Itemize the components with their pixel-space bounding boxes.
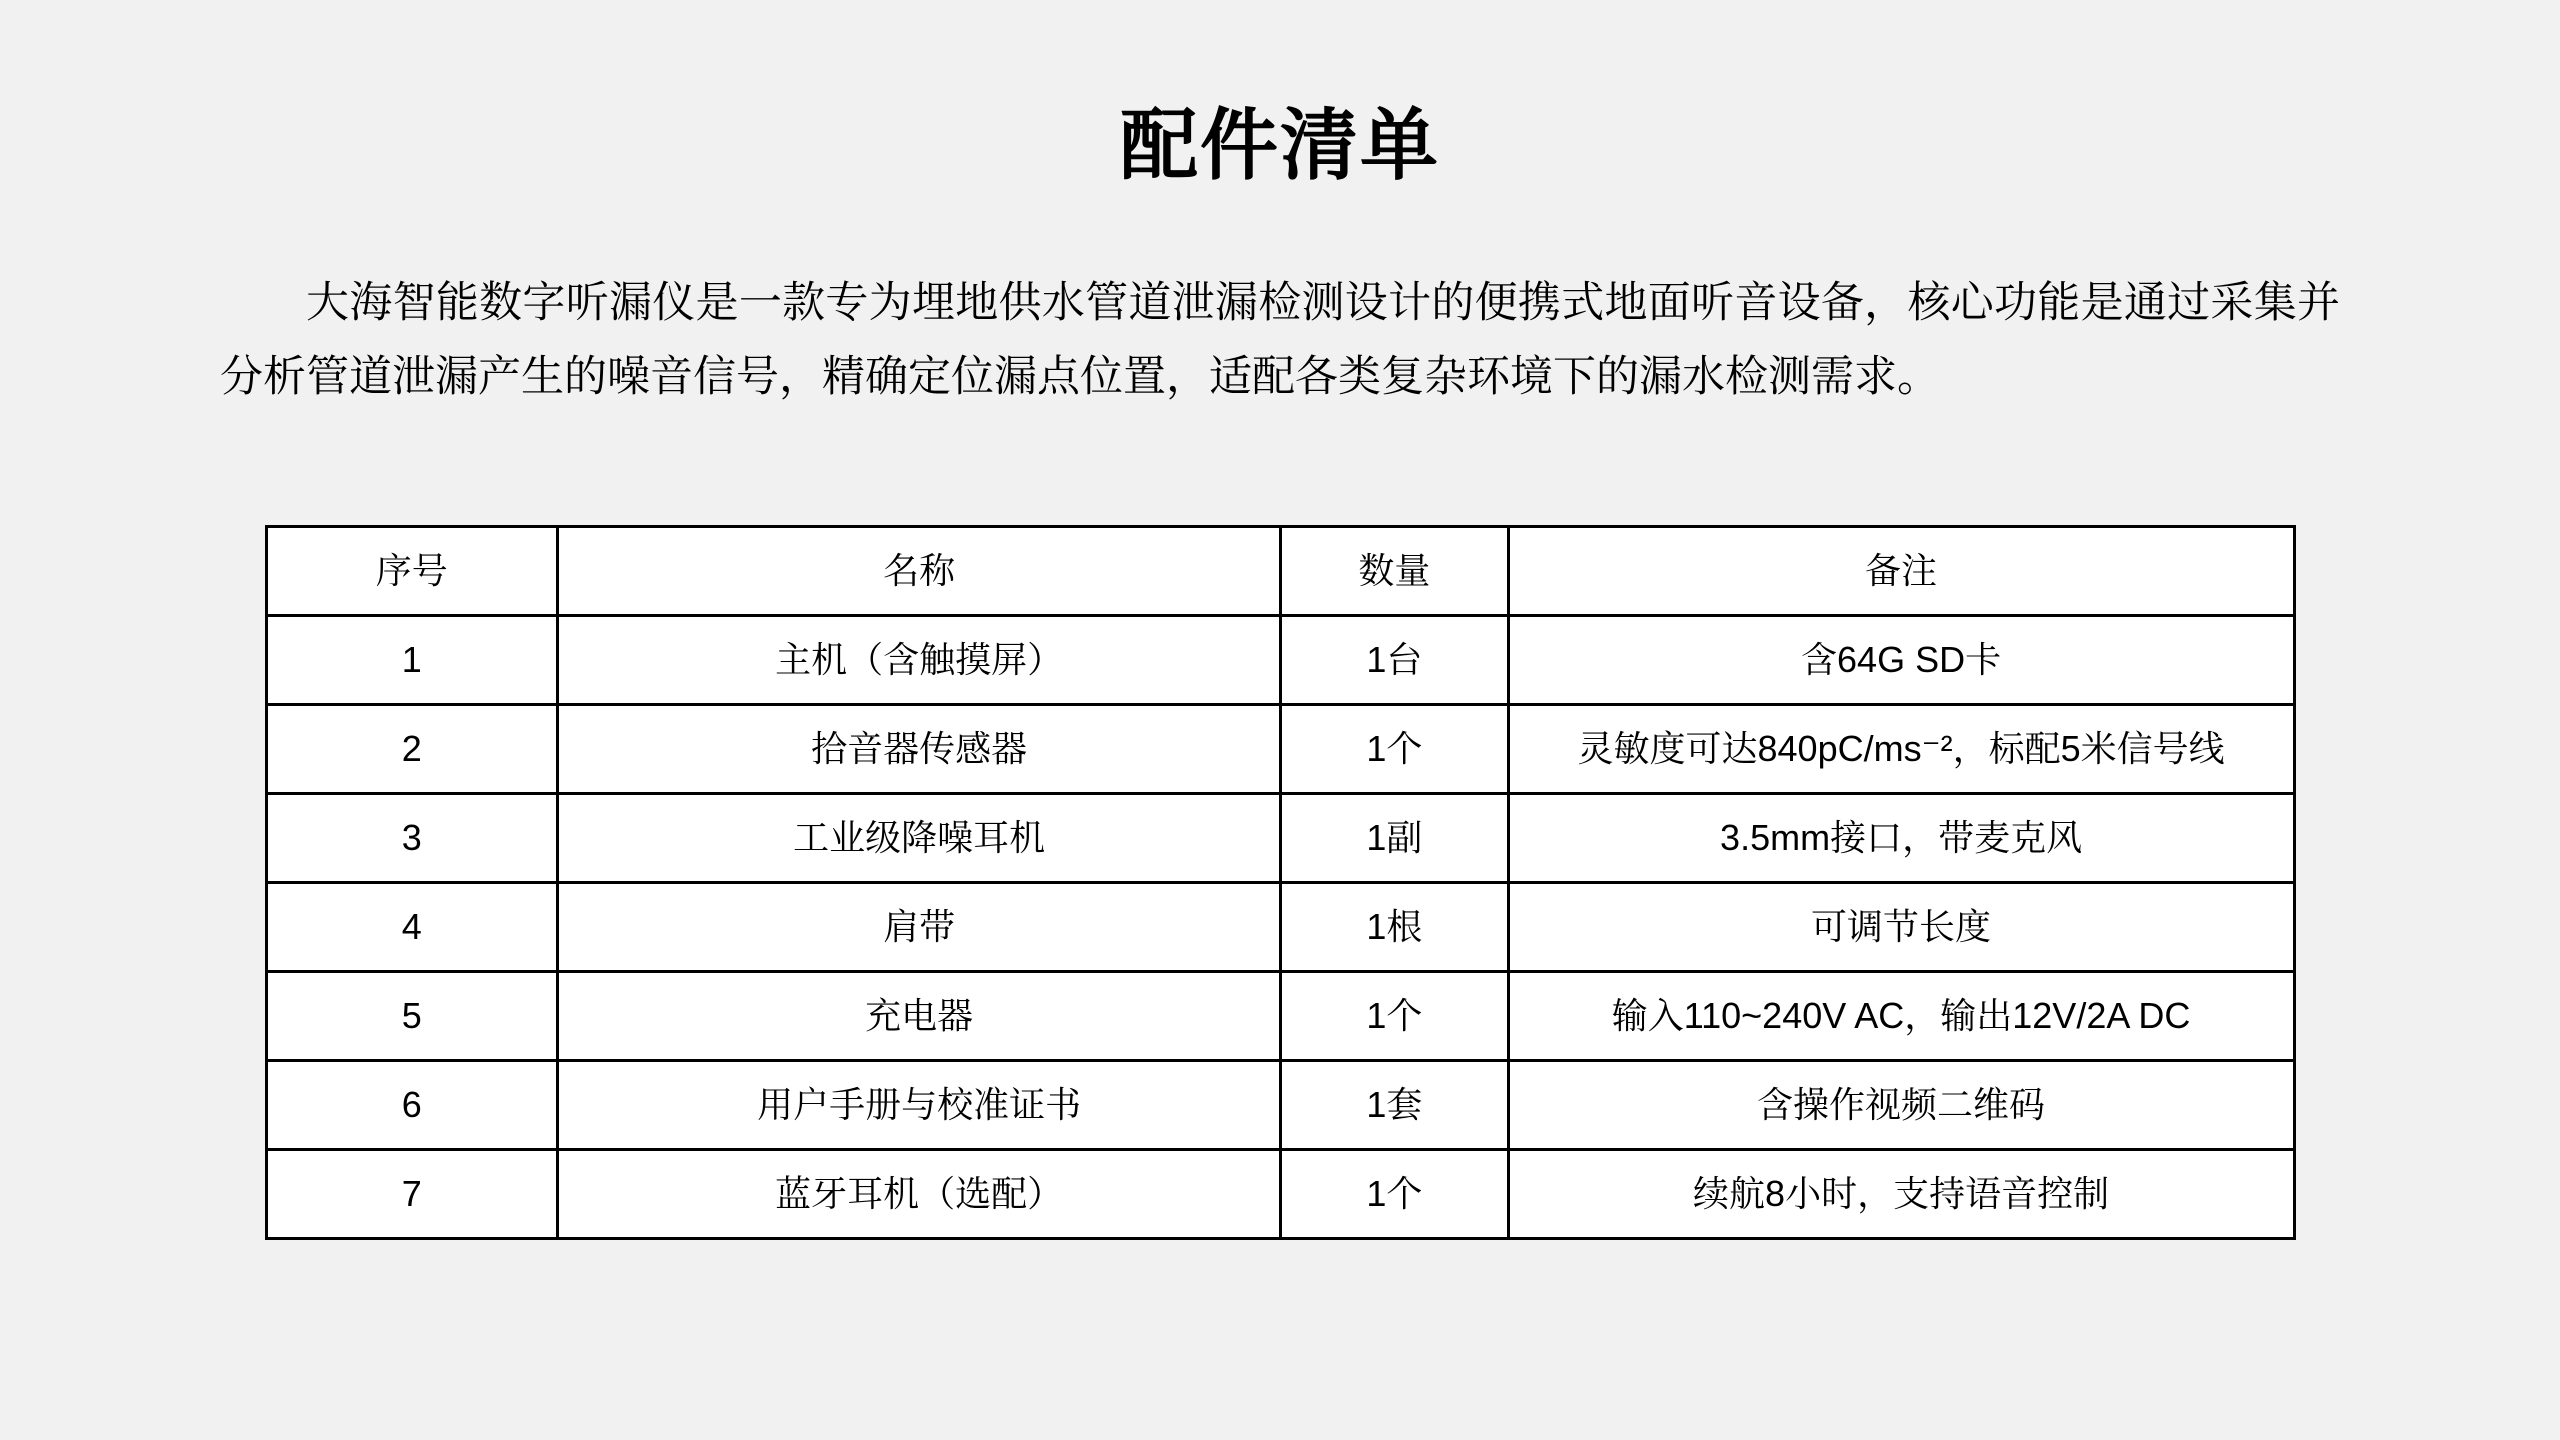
quantity-cell: 1根: [1281, 883, 1509, 972]
header-notes: 备注: [1508, 527, 2294, 616]
header-quantity: 数量: [1281, 527, 1509, 616]
row-index-cell: 6: [266, 1061, 558, 1150]
quantity-cell: 1副: [1281, 794, 1509, 883]
notes-cell: 含操作视频二维码: [1508, 1061, 2294, 1150]
notes-cell: 灵敏度可达840pC/ms⁻²，标配5米信号线: [1508, 705, 2294, 794]
item-name-cell: 蓝牙耳机（选配）: [558, 1150, 1281, 1239]
item-name-cell: 充电器: [558, 972, 1281, 1061]
table-row: [266, 883, 2294, 972]
row-index-cell: 1: [266, 616, 558, 705]
quantity-cell: 1台: [1281, 616, 1509, 705]
header-name: 名称: [558, 527, 1281, 616]
page-title: 配件清单: [1119, 101, 1440, 189]
table-header-row: [266, 527, 2294, 616]
notes-cell: 续航8小时，支持语音控制: [1508, 1150, 2294, 1239]
table-row: [266, 616, 2294, 705]
row-index-cell: 2: [266, 705, 558, 794]
quantity-cell: 1个: [1281, 1150, 1509, 1239]
table-row: [266, 705, 2294, 794]
parts-table: [265, 525, 2296, 1240]
intro-paragraph: 大海智能数字听漏仪是一款专为埋地供水管道泄漏检测设计的便携式地面听音设备，核心功能是通过采集并分析管道泄漏产生的噪音信号，精确定位漏点位置，适配各类复杂环境下的漏水检测需求。: [220, 279, 2340, 401]
notes-cell: 可调节长度: [1508, 883, 2294, 972]
notes-cell: 含64G SD卡: [1508, 616, 2294, 705]
row-index-cell: 5: [266, 972, 558, 1061]
table-row: [266, 794, 2294, 883]
quantity-cell: 1个: [1281, 705, 1509, 794]
table-row: [266, 972, 2294, 1061]
header-index: 序号: [266, 527, 558, 616]
item-name-cell: 肩带: [558, 883, 1281, 972]
row-index-cell: 3: [266, 794, 558, 883]
table-row: [266, 1150, 2294, 1239]
item-name-cell: 工业级降噪耳机: [558, 794, 1281, 883]
row-index-cell: 7: [266, 1150, 558, 1239]
item-name-cell: 用户手册与校准证书: [558, 1061, 1281, 1150]
quantity-cell: 1个: [1281, 972, 1509, 1061]
notes-cell: 输入110~240V AC，输出12V/2A DC: [1508, 972, 2294, 1061]
row-index-cell: 4: [266, 883, 558, 972]
table-row: [266, 1061, 2294, 1150]
item-name-cell: 拾音器传感器: [558, 705, 1281, 794]
item-name-cell: 主机（含触摸屏）: [558, 616, 1281, 705]
quantity-cell: 1套: [1281, 1061, 1509, 1150]
notes-cell: 3.5mm接口，带麦克风: [1508, 794, 2294, 883]
